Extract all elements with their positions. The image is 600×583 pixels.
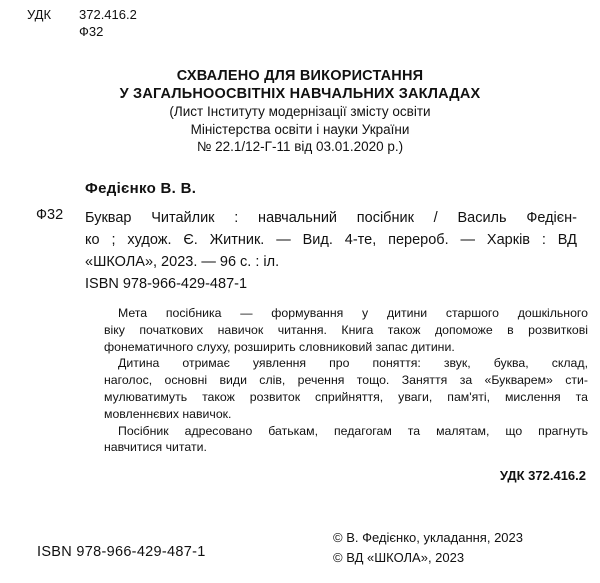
- copyright-author: © В. Федієнко, укладання, 2023: [333, 530, 523, 545]
- annotation-line: мулюватимуть також розвиток сприйняття, уваги, пам'яті, мислення та: [104, 389, 588, 404]
- copyright-publisher: © ВД «ШКОЛА», 2023: [333, 550, 465, 565]
- annotation-line: мовленнєвих навичок.: [104, 406, 232, 421]
- annotation-line: навчитися читати.: [104, 440, 207, 455]
- bib-line: ко ; худож. Є. Житник. — Вид. 4-те, перероб. — Харків : ВД: [85, 232, 577, 248]
- bbk-value: Ф32: [79, 24, 104, 39]
- approval-line-5: № 22.1/12-Г-11 від 03.01.2020 р.): [196, 139, 404, 154]
- udk-value: 372.416.2: [79, 7, 137, 22]
- classification-codes: [27, 6, 137, 40]
- bib-line: Буквар Читайлик : навчальний посібник / Василь Федієн-: [85, 210, 577, 226]
- isbn-bottom: ISBN 978-966-429-487-1: [37, 544, 206, 560]
- annotation-line: Мета посібника — формування у дитини старшого дошкільного: [118, 306, 588, 320]
- approval-line-4: Міністерства освіти і науки України: [190, 121, 410, 137]
- annotation-line: віку початкових навичок читання. Книга також допоможе в розвиткові: [104, 322, 588, 337]
- annotation-line: Посібник адресовано батькам, педагогам та малятам, що прагнуть: [118, 423, 588, 438]
- bibliographic-code: Ф32: [36, 207, 64, 223]
- udk-bottom: УДК 372.416.2: [499, 468, 586, 483]
- copyright-block: [333, 528, 523, 568]
- approval-line-3: (Лист Інституту модернізації змісту освіти: [169, 104, 431, 119]
- approval-notice: [0, 68, 600, 156]
- author-name: Федієнко В. В.: [85, 180, 197, 197]
- approval-line-2: У ЗАГАЛЬНООСВІТНІХ НАВЧАЛЬНИХ ЗАКЛАДАХ: [119, 85, 481, 102]
- approval-line-1: СХВАЛЕНО ДЛЯ ВИКОРИСТАННЯ: [176, 68, 424, 84]
- annotation-line: Дитина отримає уявлення про поняття: звук, буква, склад,: [118, 356, 588, 371]
- annotation: [104, 305, 588, 456]
- bib-isbn: ISBN 978-966-429-487-1: [85, 276, 248, 292]
- udk-label: УДК: [27, 7, 52, 22]
- bib-line: «ШКОЛА», 2023. — 96 с. : іл.: [85, 254, 280, 270]
- annotation-line: фонематичного слуху, розширить словниковий запас дитини.: [104, 339, 455, 354]
- annotation-line: наголос, основні види слів, речення тощо. Заняття за «Букварем» сти-: [104, 373, 588, 388]
- bibliographic-description: [85, 207, 577, 295]
